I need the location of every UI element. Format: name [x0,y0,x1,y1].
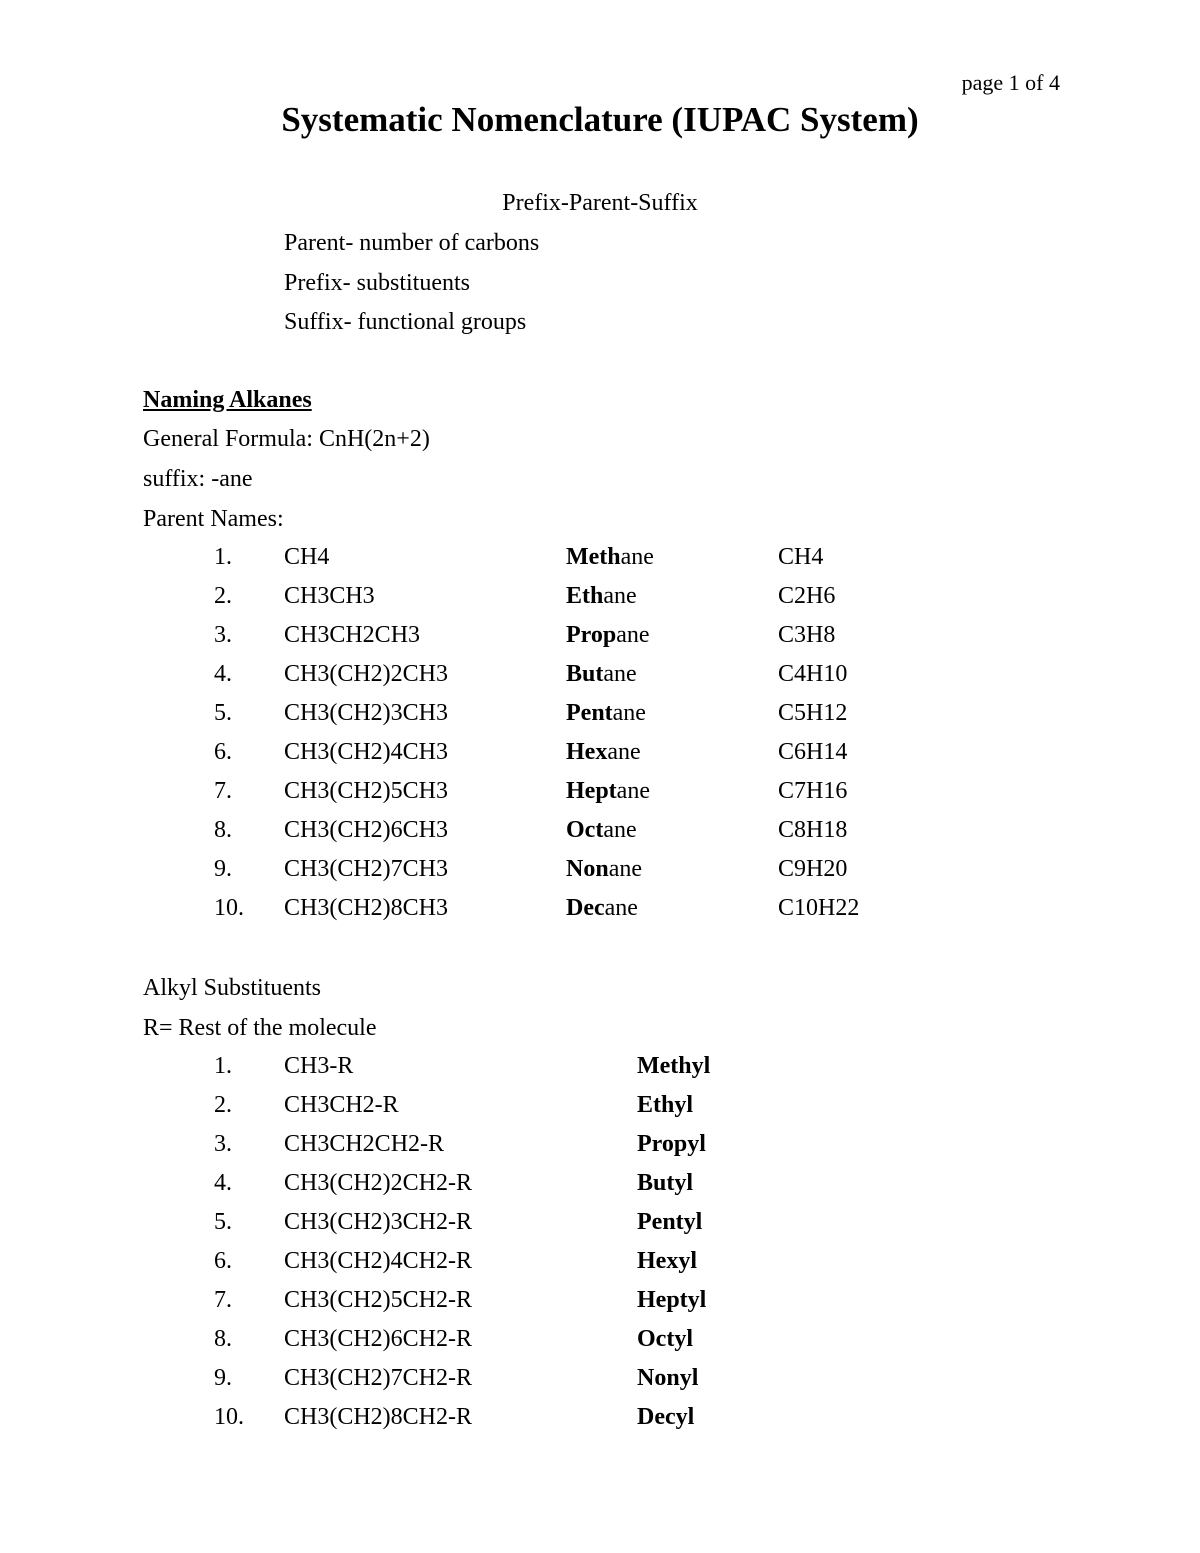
name-ending: ane [608,856,642,882]
name-stem: Hept [566,778,617,804]
alkyl-row [0,1365,1200,1397]
name-ending: yl [687,1287,707,1313]
molecular-formula: C2H6 [778,583,836,609]
name-ending: ane [604,895,638,921]
page-number: page 1 of 4 [961,70,1060,95]
alkanes-heading: Naming Alkanes [143,387,312,413]
name-stem: Pent [637,1209,684,1235]
alkyl-heading: Alkyl Substituents [143,975,322,1001]
name-ending: yl [675,1404,695,1430]
name-ending: ane [616,622,650,648]
name-stem: Eth [566,583,604,609]
alkyl-name [637,1365,698,1392]
condensed-formula: CH3(CH2)8CH3 [284,895,449,921]
name-ending: yl [687,1131,706,1157]
alkane-name [566,661,637,688]
alkane-name [566,895,638,922]
molecular-formula: C5H12 [778,700,848,726]
alkane-name [566,817,637,844]
definition-parent: Parent- number of carbons [284,230,540,256]
row-number: 5. [214,1209,232,1235]
definition-suffix: Suffix- functional groups [284,309,527,335]
condensed-formula: CH3(CH2)8CH2-R [284,1404,473,1430]
row-number: 1. [214,544,232,570]
condensed-formula: CH3(CH2)3CH2-R [284,1209,473,1235]
row-number: 10. [214,1404,244,1430]
row-number: 8. [214,817,232,843]
name-stem: Oct [566,817,604,843]
row-number: 10. [214,895,244,921]
molecular-formula: CH4 [778,544,824,570]
name-stem: Pent [566,700,613,726]
alkane-row [0,856,1200,888]
name-stem: Prop [566,622,617,648]
name-ending: ane [603,817,637,843]
condensed-formula: CH3(CH2)6CH2-R [284,1326,473,1352]
row-number: 7. [214,1287,232,1313]
row-number: 3. [214,1131,232,1157]
page-title: Systematic Nomenclature (IUPAC System) [281,100,919,139]
condensed-formula: CH3(CH2)7CH2-R [284,1365,473,1391]
name-stem: Hex [566,739,608,765]
alkane-row [0,583,1200,615]
alkane-row [0,739,1200,771]
name-stem: Hept [637,1287,688,1313]
alkane-row [0,622,1200,654]
condensed-formula: CH3(CH2)7CH3 [284,856,449,882]
row-number: 2. [214,583,232,609]
row-number: 5. [214,700,232,726]
condensed-formula: CH3(CH2)4CH3 [284,739,449,765]
condensed-formula: CH3CH2CH3 [284,622,421,648]
condensed-formula: CH3CH2CH2-R [284,1131,445,1157]
row-number: 6. [214,1248,232,1274]
general-formula: General Formula: CnH(2n+2) [143,426,430,452]
alkyl-name [637,1248,697,1275]
row-number: 9. [214,856,232,882]
name-ending: ane [603,583,637,609]
name-ending: ane [603,661,637,687]
condensed-formula: CH3(CH2)2CH2-R [284,1170,473,1196]
name-ending: ane [620,544,654,570]
row-number: 9. [214,1365,232,1391]
naming-structure: Prefix-Parent-Suffix [502,190,698,216]
name-stem: Hex [637,1248,679,1274]
alkane-row [0,661,1200,693]
alkyl-row [0,1053,1200,1085]
alkane-name [566,622,650,649]
alkane-row [0,817,1200,849]
alkyl-row [0,1092,1200,1124]
name-stem: Eth [637,1092,675,1118]
alkyl-row [0,1131,1200,1163]
alkyl-name [637,1326,693,1353]
row-number: 2. [214,1092,232,1118]
condensed-formula: CH4 [284,544,330,570]
name-ending: ane [612,700,646,726]
row-number: 6. [214,739,232,765]
name-ending: yl [678,1248,697,1274]
alkyl-name [637,1404,694,1431]
alkyl-name [637,1209,702,1236]
molecular-formula: C10H22 [778,895,860,921]
name-ending: yl [674,1092,694,1118]
condensed-formula: CH3CH2-R [284,1092,399,1118]
name-stem: Prop [637,1131,688,1157]
alkane-name [566,778,650,805]
alkyl-row [0,1404,1200,1436]
name-stem: Meth [566,544,621,570]
name-stem: Non [637,1365,680,1391]
condensed-formula: CH3(CH2)2CH3 [284,661,449,687]
alkyl-name [637,1092,693,1119]
molecular-formula: C7H16 [778,778,848,804]
name-ending: yl [674,1170,694,1196]
alkane-suffix: suffix: -ane [143,466,253,492]
alkane-name [566,856,642,883]
molecular-formula: C6H14 [778,739,848,765]
condensed-formula: CH3-R [284,1053,354,1079]
name-stem: Meth [637,1053,692,1079]
alkyl-name [637,1170,693,1197]
alkane-name [566,583,637,610]
row-number: 4. [214,661,232,687]
alkyl-row [0,1326,1200,1358]
molecular-formula: C4H10 [778,661,848,687]
row-number: 7. [214,778,232,804]
alkane-name [566,544,654,571]
alkane-name [566,700,646,727]
alkane-row [0,778,1200,810]
row-number: 4. [214,1170,232,1196]
alkane-name [566,739,641,766]
name-ending: yl [674,1326,693,1352]
name-stem: Oct [637,1326,675,1352]
name-ending: ane [607,739,641,765]
name-stem: But [566,661,604,687]
row-number: 3. [214,622,232,648]
alkyl-row [0,1248,1200,1280]
alkyl-name [637,1131,706,1158]
name-ending: yl [679,1365,699,1391]
name-stem: Dec [566,895,605,921]
name-stem: Dec [637,1404,676,1430]
condensed-formula: CH3(CH2)5CH2-R [284,1287,473,1313]
condensed-formula: CH3(CH2)3CH3 [284,700,449,726]
molecular-formula: C8H18 [778,817,848,843]
row-number: 8. [214,1326,232,1352]
alkane-row [0,544,1200,576]
molecular-formula: C9H20 [778,856,848,882]
alkyl-row [0,1287,1200,1319]
alkyl-name [637,1053,710,1080]
parent-names-label: Parent Names: [143,506,284,532]
condensed-formula: CH3(CH2)4CH2-R [284,1248,473,1274]
condensed-formula: CH3CH3 [284,583,375,609]
name-stem: But [637,1170,675,1196]
alkyl-row [0,1209,1200,1241]
name-ending: yl [683,1209,703,1235]
alkane-row [0,895,1200,927]
condensed-formula: CH3(CH2)6CH3 [284,817,449,843]
name-stem: Non [566,856,609,882]
alkyl-row [0,1170,1200,1202]
definition-prefix: Prefix- substituents [284,270,470,296]
r-definition: R= Rest of the molecule [143,1015,377,1041]
alkyl-name [637,1287,706,1314]
row-number: 1. [214,1053,232,1079]
molecular-formula: C3H8 [778,622,836,648]
name-ending: ane [616,778,650,804]
name-ending: yl [691,1053,711,1079]
alkane-row [0,700,1200,732]
condensed-formula: CH3(CH2)5CH3 [284,778,449,804]
